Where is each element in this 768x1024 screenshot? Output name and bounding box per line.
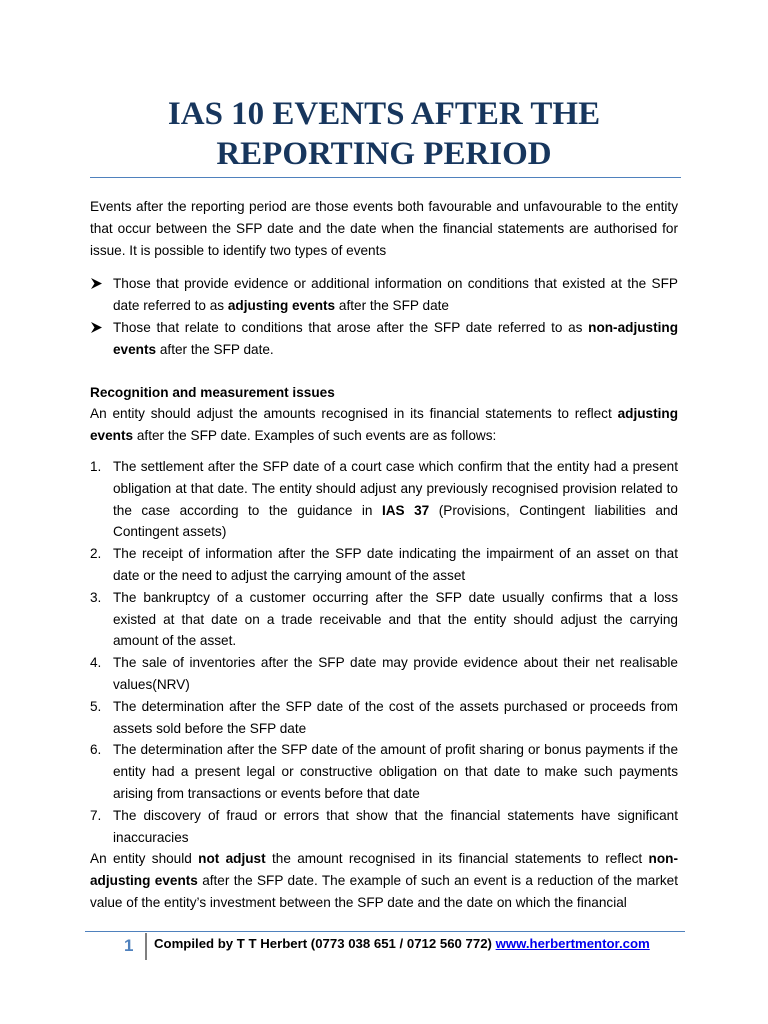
example-text: The determination after the SFP date of the amount of profit sharing or bonus payments if the entity had a present legal or constructive obligation on that date to make such payments arising from transactions or events before that date <box>113 742 678 801</box>
list-number: 1. <box>90 458 102 474</box>
example-list-item <box>90 652 678 696</box>
list-number: 7. <box>90 807 102 823</box>
title-line-2: REPORTING PERIOD <box>216 136 552 172</box>
example-list-item <box>90 543 678 587</box>
event-type-bold: adjusting events <box>227 298 336 314</box>
title-divider <box>90 177 681 178</box>
example-list-item <box>90 587 678 652</box>
event-type-text: Those that relate to conditions that arose after the SFP date referred to as <box>113 319 589 335</box>
arrowhead-bullet-icon <box>90 273 113 317</box>
example-list-item <box>90 805 678 849</box>
non-adjusting-text-end: after the SFP date. The example of such an event is a reduction of the market value of the entity’s investment between the SFP date and the date on which the financial <box>90 873 679 910</box>
example-text: The bankruptcy of a customer occurring after the SFP date usually confirms that a loss existed at that date on a trade receivable and that the entity should adjust the carrying amount of the asset. <box>113 589 678 649</box>
example-list-item <box>90 696 678 740</box>
list-number: 6. <box>90 742 102 758</box>
example-text: The sale of inventories after the SFP date may provide evidence about their net realisable values(NRV) <box>113 655 678 692</box>
list-number: 2. <box>90 546 102 562</box>
non-adjusting-text: An entity should <box>90 851 199 867</box>
non-adjusting-paragraph <box>90 848 678 913</box>
event-type-text-end: after the SFP date <box>335 298 449 314</box>
example-text: The settlement after the SFP date of a court case which confirm that the entity had a present obligation at that date. The entity should adjust any previously recognised provision related to the case according to the guidance in <box>113 458 678 518</box>
document-body <box>90 196 678 914</box>
list-number: 3. <box>90 589 102 605</box>
non-adjusting-bold-1: not adjust <box>198 851 266 867</box>
example-list-item <box>90 456 678 543</box>
example-list-item <box>90 739 678 804</box>
arrowhead-bullet-icon <box>90 317 113 361</box>
adjusting-intro-bold: adjusting events <box>90 406 678 444</box>
intro-paragraph: Events after the reporting period are those events both favourable and unfavourable to the entity that occur between the SFP date and the date when the financial statements are authorised for issue. It is possible to identify two types of events <box>90 199 678 258</box>
example-bold: IAS 37 <box>381 502 430 518</box>
page-number: 1 <box>124 936 134 955</box>
adjusting-intro-paragraph <box>90 403 678 447</box>
non-adjusting-text-mid: the amount recognised in its financial statements to reflect <box>265 851 649 867</box>
adjusting-intro-text-end: after the SFP date. Examples of such events are as follows: <box>133 428 497 444</box>
example-text: The determination after the SFP date of the cost of the assets purchased or proceeds from assets sold before the SFP date <box>113 698 678 736</box>
event-type-item <box>90 317 678 361</box>
event-type-bold: non-adjusting events <box>113 319 678 357</box>
footer-compiled-by: Compiled by T T Herbert (0773 038 651 / 0712 560 772) <box>154 936 496 951</box>
list-number: 5. <box>90 698 102 714</box>
event-type-text-end: after the SFP date. <box>156 341 274 357</box>
example-text: The receipt of information after the SFP date indicating the impairment of an asset on that date or the need to adjust the carrying amount of the asset <box>113 546 678 583</box>
page-title <box>90 94 678 174</box>
non-adjusting-bold-2: non-adjusting events <box>90 851 678 889</box>
footer-credit <box>154 936 650 951</box>
example-text-end: (Provisions, Contingent liabilities and Contingent assets) <box>113 502 678 540</box>
title-line-1: IAS 10 EVENTS AFTER THE <box>167 96 601 132</box>
section-heading: Recognition and measurement issues <box>90 384 335 400</box>
event-type-text: Those that provide evidence or additional information on conditions that existed at the SFP date referred to as <box>113 276 678 314</box>
example-text: The discovery of fraud or errors that show that the financial statements have significant inaccuracies <box>113 807 678 845</box>
website-link[interactable]: www.herbertmentor.com <box>495 936 650 951</box>
footer-divider <box>85 931 685 932</box>
footer-separator <box>145 933 147 960</box>
event-type-item <box>90 273 678 317</box>
list-number: 4. <box>90 655 102 671</box>
adjusting-intro-text: An entity should adjust the amounts recognised in its financial statements to reflect <box>90 406 618 422</box>
